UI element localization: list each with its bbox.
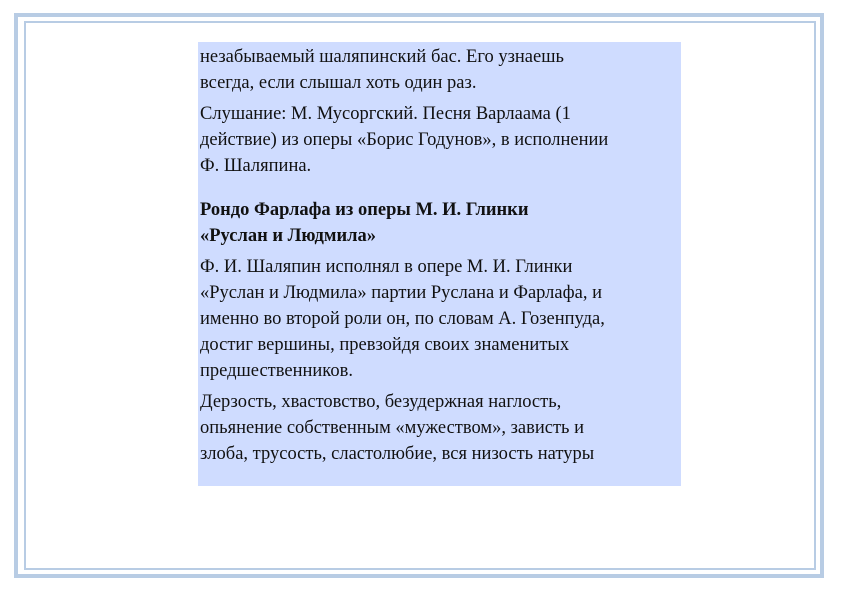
paragraph-chaliapin-role: Ф. И. Шаляпин исполнял в опере М. И. Глинки «Руслан и Людмила» партии Руслана и Фарлафа, и именно во второй роли он, по словам А. Гозенпуда, достиг вершины, превзойдя своих знаменитых предшественников. bbox=[200, 257, 605, 381]
paragraph-listening: Слушание: М. Мусоргский. Песня Варлаама (1 действие) из оперы «Борис Годунов», в исполнении Ф. Шаляпина. bbox=[200, 104, 609, 176]
text-content-box bbox=[198, 42, 681, 486]
section-heading: Рондо Фарлафа из оперы М. И. Глинки «Руслан и Людмила» bbox=[200, 200, 529, 246]
paragraph-character-traits: Дерзость, хвастовство, безудержная наглость, опьянение собственным «мужеством», зависть и злоба, трусость, сластолюбие, вся низость натуры bbox=[200, 392, 595, 464]
paragraph-intro: незабываемый шаляпинский бас. Его узнаешь всегда, если слышал хоть один раз. bbox=[200, 47, 564, 93]
spacer bbox=[200, 179, 681, 197]
